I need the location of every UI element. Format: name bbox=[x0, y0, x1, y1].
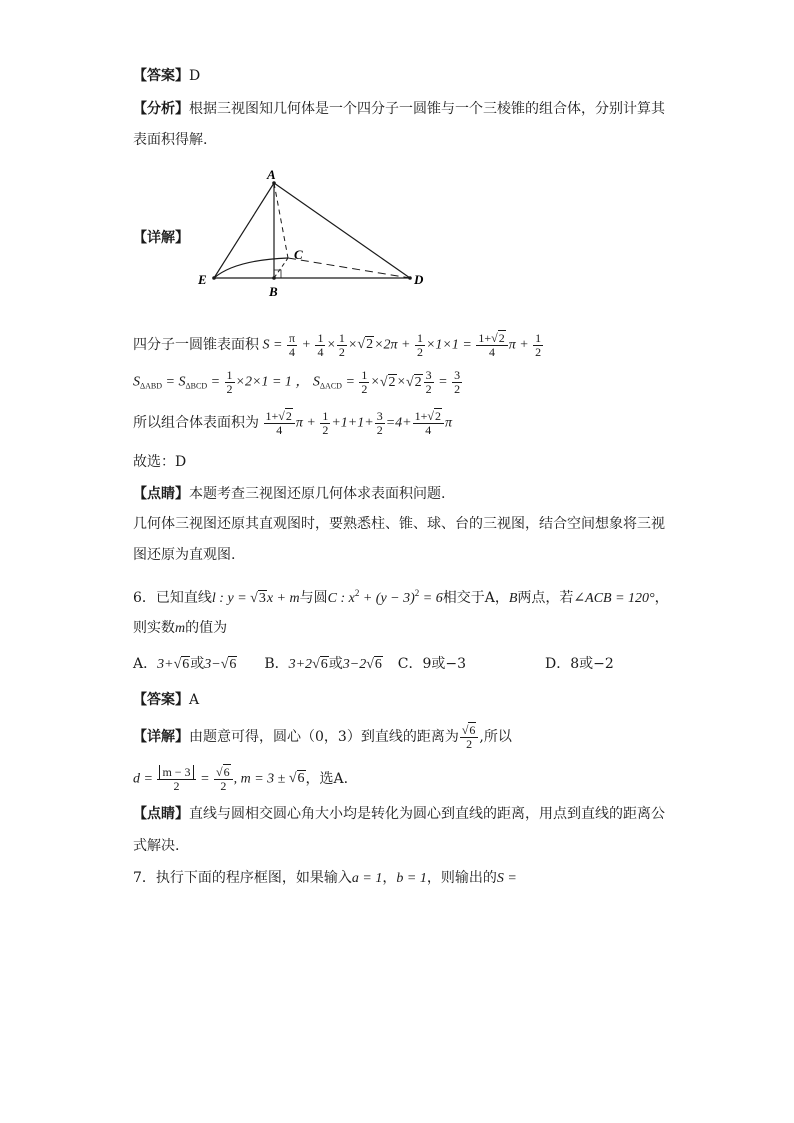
q6-line2: 则实数 bbox=[133, 620, 175, 636]
analysis-line-1 bbox=[133, 99, 665, 119]
choose-line-1 bbox=[133, 452, 186, 472]
vertex-D bbox=[408, 276, 412, 280]
comment-2-line-2 bbox=[133, 836, 179, 856]
detail-2-line-2 bbox=[133, 762, 348, 796]
vertex-E bbox=[212, 276, 216, 280]
option-c: C．9或−3 bbox=[397, 656, 467, 672]
angle-acb: ∠ACB = 120° bbox=[573, 591, 655, 606]
edge-AD bbox=[274, 183, 410, 278]
calc-prefix: 四分子一圆锥表面积 bbox=[133, 337, 259, 353]
distance-formula: d = $\frac{m - 3}{2}$ = $\frac{√6}{2}$ , m = 3 ± √6 bbox=[133, 764, 305, 793]
comment-2-text-1: 直线与圆相交圆心角大小均是转化为圆心到直线的距离，用点到直线的距离公 bbox=[189, 806, 665, 822]
vertex-B bbox=[272, 276, 276, 280]
comment-2-line-1 bbox=[133, 804, 665, 824]
q6-mid1: 与圆 bbox=[299, 590, 328, 606]
comment-2-tag: 【点睛】 bbox=[133, 806, 189, 822]
comment-1-text-1: 本题考查三视图还原几何体求表面积问题. bbox=[189, 486, 446, 502]
analysis-text-2: 表面积得解. bbox=[133, 132, 208, 148]
calc-line-3 bbox=[133, 408, 452, 438]
label-D: D bbox=[414, 272, 424, 287]
q6-mid2: 相交于A， bbox=[442, 590, 509, 606]
calc-line-1 bbox=[133, 330, 544, 360]
comment-1-line-2 bbox=[133, 514, 665, 534]
answer-tag: 【答案】 bbox=[133, 68, 189, 84]
line-l-equation: l : y = √3x + m bbox=[211, 591, 300, 606]
option-b: B．3+2√6或3−2√6 bbox=[264, 656, 382, 672]
detail-2-line-1 bbox=[133, 720, 512, 754]
option-a: A．3+√6或3−√6 bbox=[133, 656, 237, 672]
q6-prefix: 6．已知直线 bbox=[133, 590, 212, 606]
q6-end: ， bbox=[654, 590, 669, 606]
comment-1-text-2: 几何体三视图还原其直观图时，要熟悉柱、锥、球、台的三视图，结合空间想象将三视 bbox=[133, 516, 665, 532]
answer-2-tag: 【答案】 bbox=[133, 692, 189, 708]
formula-triangle-areas: $S_{\Delta ABD} = S_{\Delta BCD}$ = $\frac{1}{2}$ ×2×1 = 1 ， $S_{\Delta ACD}$ = $\frac{1}{2}$ ×√2×√2 $\frac{3}{2}$ = $\frac{3}{2}$ bbox=[133, 368, 461, 397]
detail-tag: 【详解】 bbox=[133, 230, 189, 246]
option-d: D．8或−2 bbox=[544, 656, 614, 672]
question-7: 7．执行下面的程序框图，如果输入a = 1，b = 1，则输出的S = bbox=[133, 870, 517, 886]
point-b: B bbox=[508, 591, 518, 606]
question-6-line-2 bbox=[133, 618, 227, 639]
label-C: C bbox=[294, 247, 303, 262]
answer-value: D bbox=[189, 68, 201, 84]
comment-1-line-3 bbox=[133, 545, 235, 565]
q7-text: 7．执行下面的程序框图，如果输入 bbox=[133, 870, 352, 886]
q6-line2-end: 的值为 bbox=[185, 620, 228, 636]
analysis-line-2 bbox=[133, 130, 207, 150]
edge-CD bbox=[288, 258, 410, 278]
detail-2-after: ,所以 bbox=[479, 729, 512, 745]
distance-value: $\frac{√6}{2}$ bbox=[459, 724, 480, 751]
answer-1 bbox=[133, 66, 200, 86]
detail-2-choose: ，选A. bbox=[305, 771, 349, 787]
label-B: B bbox=[269, 284, 278, 299]
comment-1-text-3: 图还原为直观图. bbox=[133, 547, 236, 563]
label-E: E bbox=[198, 272, 207, 287]
answer-2 bbox=[133, 690, 199, 710]
calc-line-2 bbox=[133, 368, 463, 398]
comment-tag: 【点睛】 bbox=[133, 486, 189, 502]
comment-1-line-1 bbox=[133, 484, 445, 504]
formula-total-area: $\frac{1+√2}{4}$ π + $\frac{1}{2}$ +1+1+ $\frac{3}{2}$ =4+ $\frac{1+√2}{4}$ π bbox=[265, 408, 452, 437]
answer-2-value: A bbox=[189, 692, 200, 708]
formula-cone-area: S = $\frac{\pi}{4}$ + $\frac{1}{4}$ × $\frac{1}{2}$ ×√2×2π + $\frac{1}{2}$ ×1×1 = $\frac{1+√2}{4}$ π + $\frac{1}{2}$ bbox=[259, 330, 542, 359]
q6-mid3: 两点，若 bbox=[517, 590, 574, 606]
variable-m: m bbox=[175, 621, 186, 636]
detail-2-text: 由题意可得，圆心（0，3）到直线的距离为 bbox=[189, 729, 459, 745]
comment-2-text-2: 式解决. bbox=[133, 838, 180, 854]
calc-total-prefix: 所以组合体表面积为 bbox=[133, 415, 259, 431]
choose-text-1: 故选：D bbox=[133, 454, 187, 470]
edge-AC bbox=[274, 183, 288, 258]
detail-1-tag-line bbox=[133, 228, 189, 248]
analysis-text-1: 根据三视图知几何体是一个四分子一圆锥与一个三棱锥的组合体，分别计算其 bbox=[189, 101, 665, 117]
circle-c-equation: C : $x^2 + (y - 3)^2 = 6$ bbox=[327, 588, 443, 606]
label-A: A bbox=[267, 167, 276, 182]
q7-inputs: a = 1 bbox=[351, 871, 383, 886]
pyramid-figure bbox=[190, 165, 440, 300]
question-6-options bbox=[133, 654, 614, 675]
detail-2-tag: 【详解】 bbox=[133, 729, 189, 745]
analysis-tag: 【分析】 bbox=[133, 101, 189, 117]
question-6-line-1 bbox=[133, 583, 669, 609]
